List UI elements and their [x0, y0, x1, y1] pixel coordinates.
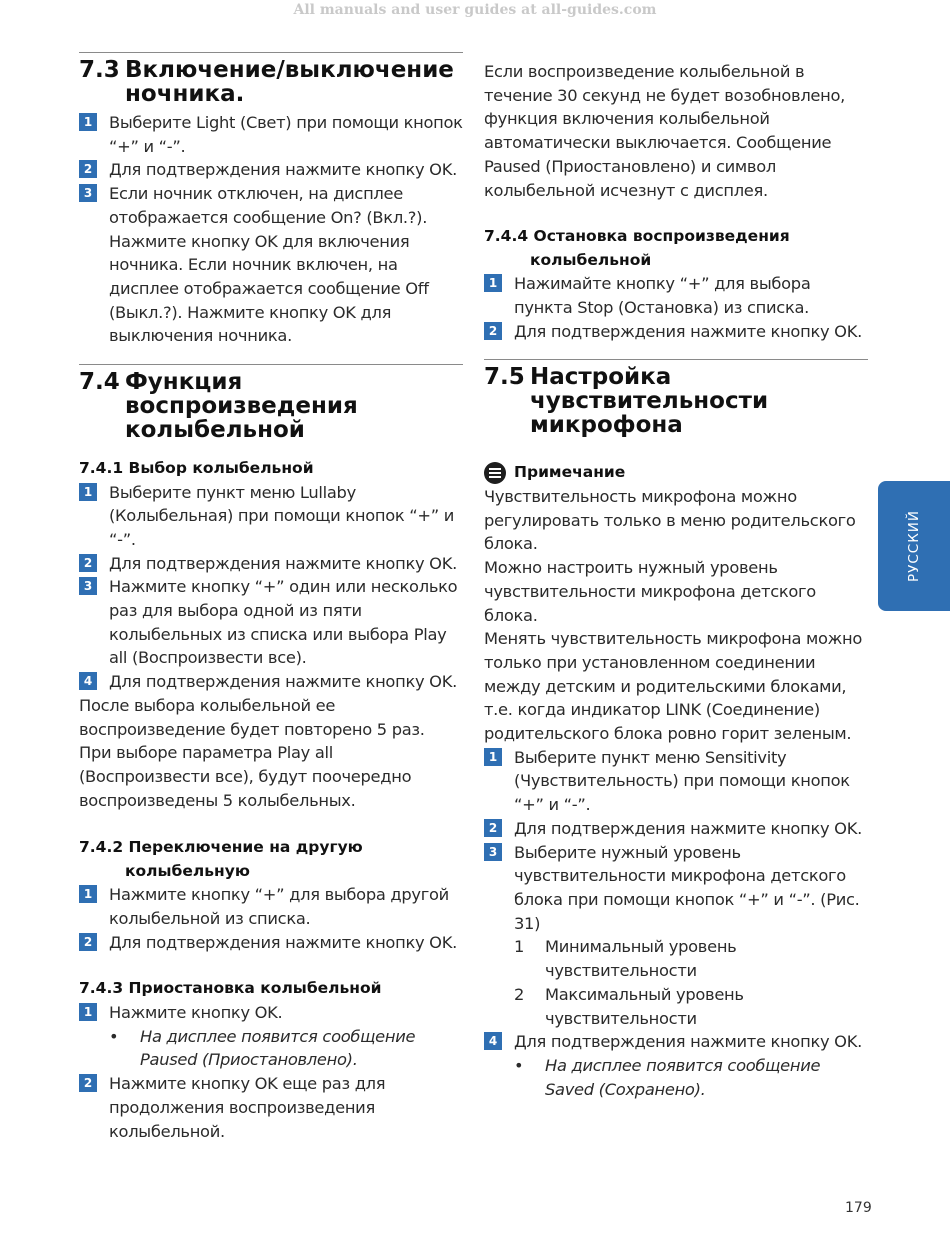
section-number: 7.5: [484, 364, 525, 391]
section-title: Настройка чувствительности микрофона: [530, 364, 769, 439]
section-7-4-heading: [79, 370, 463, 442]
bullet-dot: •: [109, 1026, 119, 1046]
bullet-text: На дисплее появится сообщение Paused (Приостановлено).: [140, 1026, 416, 1070]
step-text: Для подтверждения нажмите кнопку OK.: [109, 932, 457, 952]
step-item: [79, 111, 463, 158]
level-text: Минимальный уровень чувствительности: [545, 937, 737, 981]
section-7-5-heading: [484, 365, 868, 437]
step-item: [79, 158, 463, 182]
step-number-badge: 3: [484, 843, 502, 861]
result-bullet: [484, 1054, 868, 1101]
step-text: Выберите пункт меню Lullaby (Колыбельная) при помощи кнопок “+” и “-”.: [109, 482, 455, 549]
note-label: Примечание: [514, 463, 626, 482]
language-tab-label: РУССКИЙ: [906, 509, 922, 583]
note-icon: [484, 462, 506, 484]
step-text: Для подтверждения нажмите кнопку OK.: [514, 1032, 862, 1052]
step-item: [484, 746, 868, 817]
left-column: [79, 52, 463, 1143]
subsection-7-4-4-steps: [484, 272, 868, 343]
watermark: All manuals and user guides at all-guides.com: [293, 2, 657, 18]
step-item: [484, 817, 868, 841]
paragraph: При выборе параметра Play all (Воспроизвести все), будут поочередно воспроизведены 5 колыбельных.: [79, 743, 412, 810]
subsection-7-4-2-heading: [79, 836, 463, 883]
step-text: Нажмите кнопку “+” для выбора другой колыбельной из списка.: [109, 885, 449, 929]
level-number: 1: [514, 937, 525, 957]
section-number: 7.4: [79, 369, 120, 396]
section-number: 7.3: [79, 57, 120, 83]
step-text: Нажмите кнопку “+” один или несколько раз для выбора одной из пяти колыбельных из списка или выбора Play all (Воспроизвести все).: [109, 577, 458, 668]
step-number-badge: 1: [79, 483, 97, 501]
right-column: [484, 60, 868, 1101]
paragraph: Если воспроизведение колыбельной в течение 30 секунд не будет возобновлено, функция включения колыбельной автоматически выключается. Сообщение Paused (Приостановлено) и символ колыбельной исчезнут с дисплея.: [484, 62, 846, 200]
step-item: [79, 883, 463, 930]
step-text: Нажмите кнопку OK.: [109, 1002, 283, 1022]
step-item: [79, 1072, 463, 1143]
sensitivity-level-item: [484, 983, 868, 1030]
bullet-text: На дисплее появится сообщение Saved (Сохранено).: [545, 1055, 821, 1099]
step-text: Для подтверждения нажмите кнопку OK.: [109, 553, 457, 573]
step-text: Нажимайте кнопку “+” для выбора пункта Stop (Остановка) из списка.: [514, 274, 811, 317]
bullet-dot: •: [514, 1055, 524, 1075]
step-number-badge: 2: [79, 554, 97, 572]
subsection-title-line: колыбельной: [530, 250, 652, 269]
section-7-5-steps: [484, 746, 868, 1102]
section-divider: [484, 359, 868, 360]
step-number-badge: 2: [79, 1074, 97, 1092]
step-item: [484, 272, 868, 319]
section-7-3-steps: [79, 111, 463, 348]
step-number-badge: 1: [79, 113, 97, 131]
subsection-7-4-4-heading: [484, 225, 868, 272]
step-number-badge: 1: [79, 1003, 97, 1021]
step-item: [484, 320, 868, 344]
note-text: Чувствительность микрофона можно регулировать только в меню родительского блока.: [484, 487, 856, 554]
step-text: Для подтверждения нажмите кнопку OK.: [109, 160, 457, 180]
step-item: [79, 931, 463, 955]
step-item: [79, 575, 463, 670]
step-number-badge: 2: [79, 933, 97, 951]
step-item: [79, 182, 463, 348]
step-item: [484, 841, 868, 936]
subsection-7-4-2-steps: [79, 883, 463, 954]
subsection-title-line: колыбельную: [125, 861, 250, 880]
step-text: Выберите Light (Свет) при помощи кнопок “+” и “-”.: [109, 113, 463, 156]
step-number-badge: 3: [79, 577, 97, 595]
step-item: [484, 1030, 868, 1054]
step-text: Если ночник отключен, на дисплее отображается сообщение On? (Вкл.?). Нажмите кнопку OK для включения ночника. Если ночник включен, на дисплее отображается сообщение Off (Выкл.?). Нажмите кнопку OK для выключения ночника.: [109, 184, 429, 346]
subsection-7-4-3-heading: 7.4.3 Приостановка колыбельной: [79, 979, 382, 998]
step-number-badge: 3: [79, 184, 97, 202]
step-number-badge: 2: [484, 819, 502, 837]
language-tab: [878, 481, 950, 611]
note-heading: [484, 461, 868, 485]
step-item: [79, 552, 463, 576]
subsection-title-line: 7.4.4 Остановка воспроизведения: [484, 227, 790, 246]
step-number-badge: 4: [484, 1032, 502, 1050]
step-number-badge: 1: [484, 274, 502, 292]
step-number-badge: 1: [484, 748, 502, 766]
sensitivity-level-item: [484, 935, 868, 982]
section-title: Функция воспроизведения колыбельной: [125, 369, 358, 444]
page-number: 179: [845, 1200, 872, 1216]
step-item: [79, 1001, 463, 1025]
subsection-title-line: 7.4.2 Переключение на другую: [79, 838, 363, 857]
subsection-7-4-3-steps: [79, 1001, 463, 1143]
step-number-badge: 1: [79, 885, 97, 903]
step-item: [79, 670, 463, 694]
step-text: Выберите пункт меню Sensitivity (Чувствительность) при помощи кнопок “+” и “-”.: [514, 747, 850, 815]
section-divider: [79, 52, 463, 53]
step-number-badge: 2: [484, 322, 502, 340]
subsection-7-4-1-heading: 7.4.1 Выбор колыбельной: [79, 459, 314, 478]
section-divider: [79, 364, 463, 365]
level-text: Максимальный уровень чувствительности: [545, 984, 744, 1028]
paragraph: Менять чувствительность микрофона можно только при установленном соединении между детским и родительскими блоками, т.е. когда индикатор LINK (Соединение) родительского блока ровно горит зеленым.: [484, 629, 863, 744]
section-7-3-heading: [79, 58, 463, 106]
step-text: Для подтверждения нажмите кнопку OK.: [109, 672, 457, 692]
step-number-badge: 2: [79, 160, 97, 178]
step-text: Для подтверждения нажмите кнопку OK.: [514, 321, 862, 341]
step-text: Для подтверждения нажмите кнопку OK.: [514, 818, 862, 838]
paragraph: Можно настроить нужный уровень чувствительности микрофона детского блока.: [484, 558, 816, 625]
step-text: Нажмите кнопку OK еще раз для продолжения воспроизведения колыбельной.: [109, 1074, 386, 1141]
step-number-badge: 4: [79, 672, 97, 690]
result-bullet: [79, 1025, 463, 1072]
paragraph: После выбора колыбельной ее воспроизведение будет повторено 5 раз.: [79, 695, 425, 739]
step-text: Выберите нужный уровень чувствительности микрофона детского блока при помощи кнопок “+” и “-”. (Рис. 31): [514, 842, 860, 933]
level-number: 2: [514, 984, 525, 1004]
subsection-7-4-1-steps: [79, 481, 463, 694]
section-title: Включение/выключение ночника.: [125, 57, 454, 107]
step-item: [79, 481, 463, 552]
